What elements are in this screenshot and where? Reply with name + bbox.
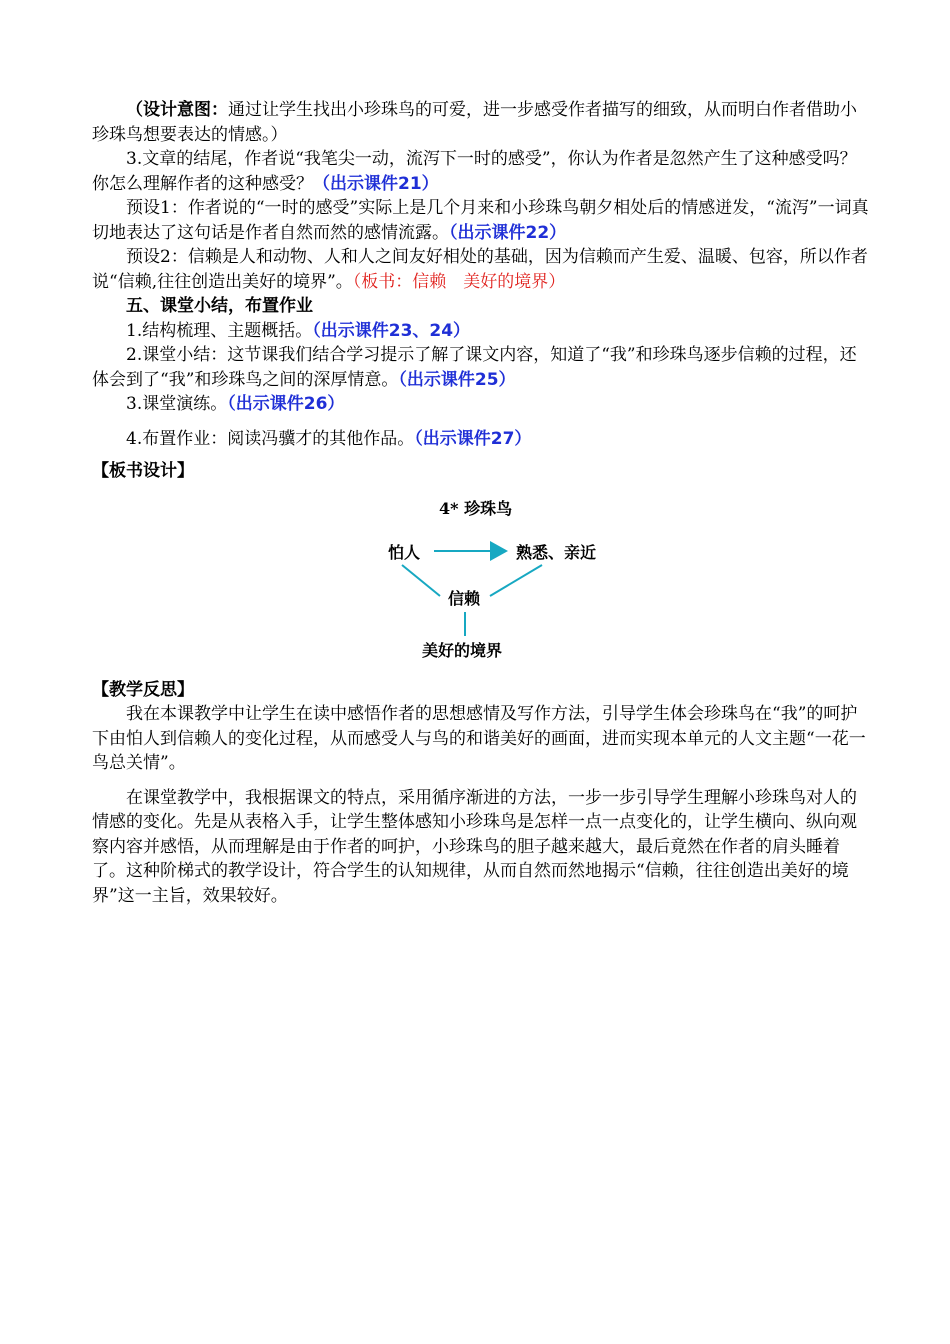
line-left-to-center bbox=[402, 565, 440, 596]
board-design-heading: 【板书设计】 bbox=[92, 461, 194, 481]
courseware-27-note: （出示课件27） bbox=[414, 428, 532, 449]
preset-2-text: 预设2：信赖是人和动物、人和人之间友好相处的基础，因为信赖而产生爱、温暖、包容，所以作者说“信赖,往往创造出美好的境界”。 bbox=[92, 247, 868, 292]
reflection-heading: 【教学反思】 bbox=[92, 679, 194, 700]
courseware-26-note: （出示课件26） bbox=[227, 394, 345, 414]
summary-item-1-text: 1.结构梳理、主题概括。 bbox=[126, 320, 313, 341]
board-design-diagram bbox=[92, 490, 870, 670]
preset-2-paragraph bbox=[92, 245, 870, 294]
board-title: 4* 珍珠鸟 bbox=[439, 498, 513, 518]
courseware-25-note: （出示课件25） bbox=[398, 369, 516, 390]
summary-item-2-text: 2.课堂小结：这节课我们结合学习提示了解了课文内容，知道了“我”和珍珠鸟逐步信赖的过程，还体会到了“我”和珍珠鸟之间的深厚情意。 bbox=[92, 345, 857, 390]
question-3-paragraph bbox=[92, 147, 870, 196]
summary-item-3-text: 3.课堂演练。 bbox=[126, 394, 228, 414]
document-page bbox=[92, 98, 870, 908]
preset-1-text: 预设1：作者说的“一时的感受”实际上是几个月来和小珍珠鸟朝夕相处后的情感迸发，“流泻”一词真切地表达了这句话是作者自然而然的感情流露。 bbox=[92, 198, 869, 243]
reflection-paragraph-2: 在课堂教学中，我根据课文的特点，采用循序渐进的方法，一步一步引导学生理解小珍珠鸟对人的情感的变化。先是从表格入手，让学生整体感知小珍珠鸟是怎样一点一点变化的，让学生横向、纵向观察内容并感悟，从而理解是由于作者的呵护，小珍珠鸟的胆子越来越大，最后竟然在作者的肩头睡着了。这种阶梯式的教学设计，符合学生的认知规律，从而自然而然地揭示“信赖，往往创造出美好的境界”这一主旨，效果较好。 bbox=[92, 787, 857, 906]
node-afraid: 怕人 bbox=[388, 542, 421, 562]
node-beautiful-realm: 美好的境界 bbox=[422, 640, 503, 660]
design-intent-label: （设计意图： bbox=[126, 100, 228, 120]
courseware-22-note: （出示课件22） bbox=[449, 222, 567, 243]
question-3-text: 3.文章的结尾，作者说“我笔尖一动，流泻下一时的感受”，你认为作者是忽然产生了这种感受吗？你怎么理解作者的这种感受？ bbox=[92, 149, 857, 194]
courseware-21-note: （出示课件21） bbox=[313, 173, 439, 194]
board-note: （板书：信赖 美好的境界） bbox=[352, 271, 566, 292]
summary-item-1 bbox=[92, 319, 870, 344]
section-5-title: 五、课堂小结，布置作业 bbox=[126, 296, 313, 316]
courseware-23-24-note: （出示课件23、24） bbox=[312, 320, 471, 341]
node-trust: 信赖 bbox=[448, 588, 481, 608]
reflection-paragraph-1: 我在本课教学中让学生在读中感悟作者的思想感情及写作方法，引导学生体会珍珠鸟在“我”的呵护下由怕人到信赖人的变化过程，从而感受人与鸟的和谐美好的画面，进而实现本单元的人文主题“一花一鸟总关情”。 bbox=[92, 704, 866, 773]
summary-item-4-text: 4.布置作业：阅读冯骥才的其他作品。 bbox=[126, 428, 415, 449]
preset-1-paragraph bbox=[92, 196, 870, 245]
node-familiar-close: 熟悉、亲近 bbox=[516, 542, 597, 562]
summary-item-2 bbox=[92, 343, 870, 392]
summary-item-4 bbox=[92, 427, 870, 452]
summary-item-3 bbox=[92, 392, 870, 417]
design-intent-paragraph bbox=[92, 98, 870, 147]
design-intent-text: 通过让学生找出小珍珠鸟的可爱，进一步感受作者描写的细致，从而明白作者借助小珍珠鸟想要表达的情感。） bbox=[92, 100, 857, 145]
line-right-to-center bbox=[490, 565, 542, 596]
